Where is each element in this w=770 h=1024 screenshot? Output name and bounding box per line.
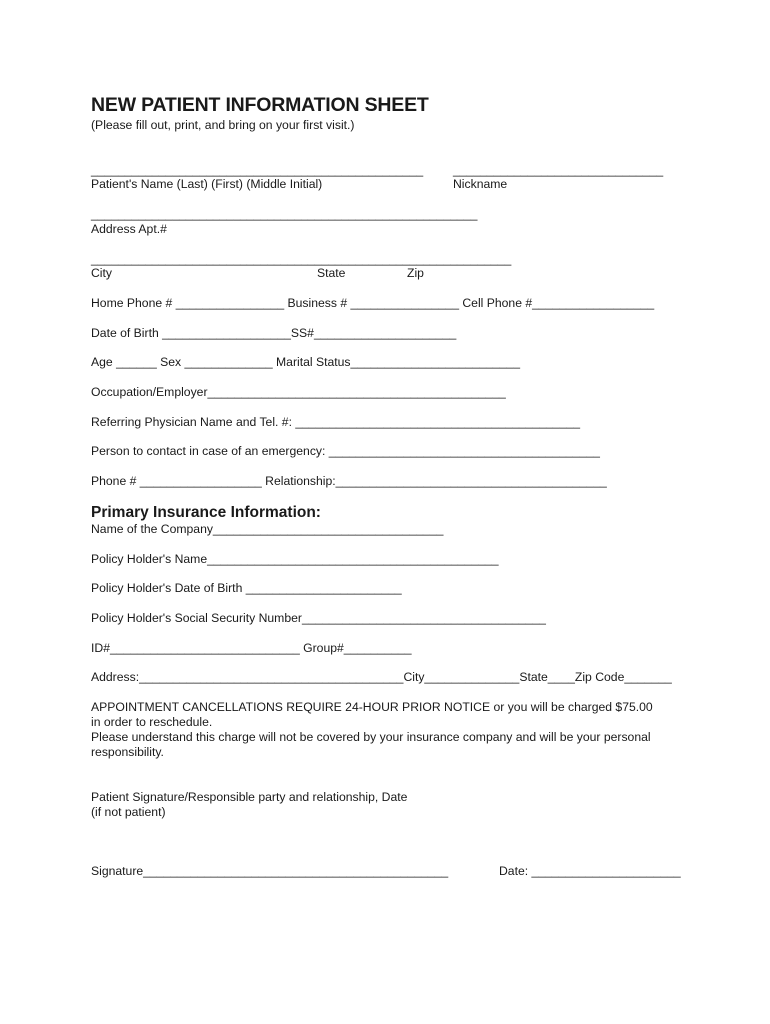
signature-field[interactable]: Signature_____________________________________________ <box>91 864 449 878</box>
notice-line: responsibility. <box>91 745 164 759</box>
policy-holder-name-field[interactable]: Policy Holder's Name___________________________________________ <box>91 552 499 566</box>
insurance-company-field[interactable]: Name of the Company__________________________________ <box>91 522 444 536</box>
occupation-field[interactable]: Occupation/Employer____________________________________________ <box>91 385 506 399</box>
zip-label: Zip <box>407 266 424 280</box>
date-field[interactable]: Date: ______________________ <box>499 864 681 878</box>
patient-name-label: Patient's Name (Last) (First) (Middle Initial) <box>91 177 323 191</box>
phone-relationship-field[interactable]: Phone # __________________ Relationship:________________________________________ <box>91 474 607 488</box>
insurance-section-title: Primary Insurance Information: <box>91 504 321 521</box>
dob-ssn-field[interactable]: Date of Birth ___________________SS#_____________________ <box>91 326 457 340</box>
notice-line: APPOINTMENT CANCELLATIONS REQUIRE 24-HOUR PRIOR NOTICE or you will be charged $75.00 <box>91 700 653 714</box>
referring-physician-field[interactable]: Referring Physician Name and Tel. #: __________________________________________ <box>91 415 581 429</box>
signature-instructions <box>91 790 407 820</box>
emergency-contact-field[interactable]: Person to contact in case of an emergency: ________________________________________ <box>91 444 600 458</box>
address-label: Address Apt.# <box>91 222 167 236</box>
city-state-zip-field[interactable]: ______________________________________________________________ <box>91 252 512 266</box>
notice-line: Please understand this charge will not be covered by your insurance company and will be your personal <box>91 730 651 744</box>
policy-holder-dob-field[interactable]: Policy Holder's Date of Birth _______________________ <box>91 581 402 595</box>
insurance-address-field[interactable]: Address:_______________________________________City______________State____Zip Code_______ <box>91 670 672 684</box>
id-group-field[interactable]: ID#____________________________ Group#__________ <box>91 641 412 655</box>
nickname-label: Nickname <box>453 177 508 191</box>
patient-name-field[interactable]: _________________________________________________ <box>91 163 424 177</box>
state-label: State <box>317 266 346 280</box>
phone-numbers-field[interactable]: Home Phone # ________________ Business # ________________ Cell Phone #__________________ <box>91 296 655 310</box>
signature-note-line: (if not patient) <box>91 805 166 819</box>
city-label: City <box>91 266 112 280</box>
nickname-field[interactable]: _______________________________ <box>453 163 664 177</box>
page-title: NEW PATIENT INFORMATION SHEET <box>91 94 429 116</box>
age-sex-marital-field[interactable]: Age ______ Sex _____________ Marital Status_________________________ <box>91 355 520 369</box>
page-subtitle: (Please fill out, print, and bring on your first visit.) <box>91 118 355 132</box>
address-field[interactable]: _________________________________________________________ <box>91 207 478 221</box>
notice-line: in order to reschedule. <box>91 715 213 729</box>
policy-holder-ssn-field[interactable]: Policy Holder's Social Security Number____________________________________ <box>91 611 546 625</box>
cancellation-notice <box>91 700 691 760</box>
signature-note-line: Patient Signature/Responsible party and relationship, Date <box>91 790 408 804</box>
